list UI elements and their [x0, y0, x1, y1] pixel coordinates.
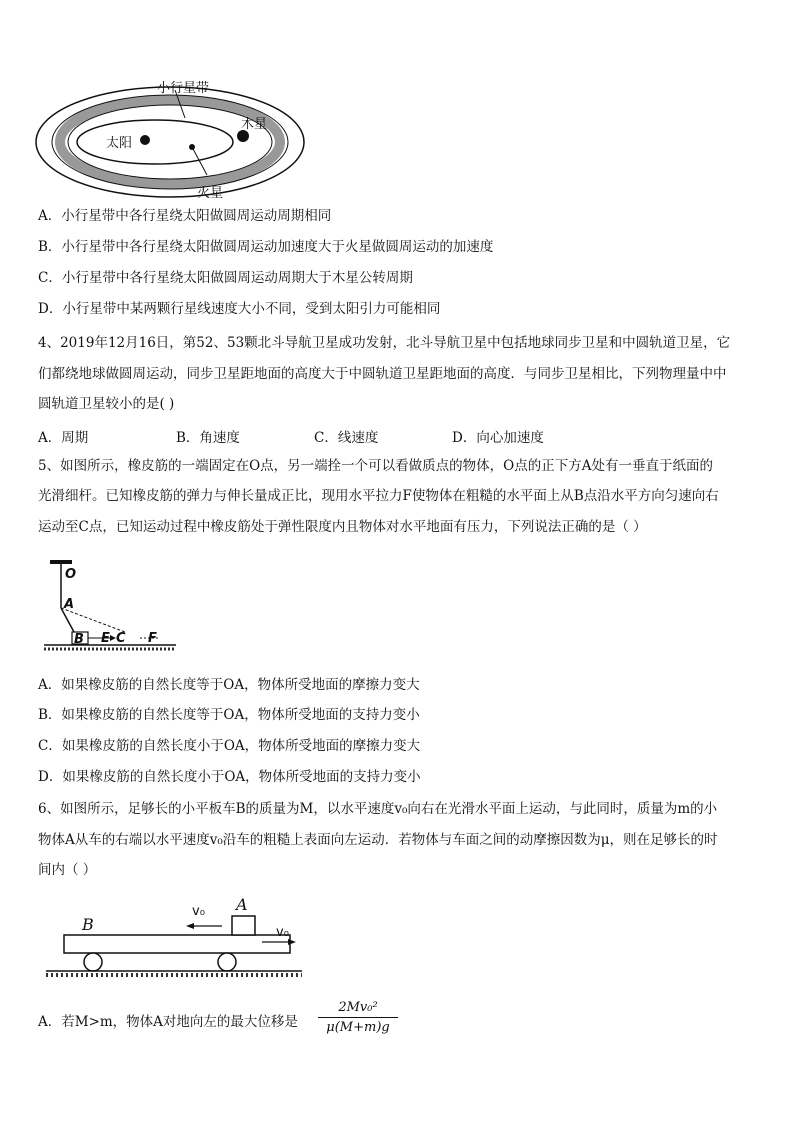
fraction-numerator: 2Mv₀²: [318, 1000, 398, 1018]
fig5-label-f: F: [148, 631, 157, 646]
q6-stem-line2: 物体A从车的右端以水平速度v₀沿车的粗糙上表面向左运动．若物体与车面之间的动摩擦因数为μ，则在足够长的时: [38, 832, 718, 848]
q4-stem-line3: 圆轨道卫星较小的是( ): [38, 396, 175, 412]
q6-stem-line3: 间内（ ）: [38, 862, 97, 878]
q5-stem-line3: 运动至C点，已知运动过程中橡皮筋处于弹性限度内且物体对水平地面有压力，下列说法正确的是（ ）: [38, 519, 647, 535]
q4-stem-line2: 们都绕地球做圆周运动，同步卫星距地面的高度大于中圆轨道卫星距地面的高度．与同步卫星相比，下列物理量中中: [38, 366, 727, 382]
fig5-label-c: C: [116, 631, 126, 646]
q4-option-c: C．线速度: [314, 430, 379, 446]
fig6-velocity-left: v₀: [192, 904, 205, 919]
sun-label: 太阳: [106, 136, 133, 151]
jupiter-label: 木星: [241, 117, 268, 132]
fig5-label-a: A: [64, 597, 75, 612]
cart-figure: [40, 895, 310, 990]
q3-option-a: A．小行星带中各行星绕太阳做圆周运动周期相同: [38, 208, 332, 224]
q3-option-c: C．小行星带中各行星绕太阳做圆周运动周期大于木星公转周期: [38, 270, 413, 286]
belt-label: 小行星带: [157, 81, 210, 96]
q3-option-b: B．小行星带中各行星绕太阳做圆周运动加速度大于火星做圆周运动的加速度: [38, 239, 494, 255]
sun-dot: [140, 135, 150, 145]
fig6-label-b: B: [82, 915, 94, 934]
q6-option-a: A．若M>m，物体A对地向左的最大位移是: [38, 1014, 298, 1030]
q4-option-a: A．周期: [38, 430, 89, 446]
q5-option-d: D．如果橡皮筋的自然长度小于OA，物体所受地面的支持力变小: [38, 769, 421, 785]
fig6-label-a: A: [236, 895, 248, 914]
rubber-band-figure: [40, 556, 180, 666]
fraction-denominator: μ(M+m)g: [326, 1020, 390, 1035]
q4-stem-line1: 4、2019年12月16日，第52、53颗北斗导航卫星成功发射，北斗导航卫星中包括地球同步卫星和中圆轨道卫星，它: [38, 335, 731, 351]
q5-stem-line1: 5、如图所示，橡皮筋的一端固定在O点，另一端拴一个可以看做质点的物体，O点的正下方A处有一垂直于纸面的: [38, 458, 713, 474]
q6-option-a-fraction: [318, 1000, 398, 1035]
mars-label: 火星: [197, 186, 224, 201]
q5-stem-line2: 光滑细杆。已知橡皮筋的弹力与伸长量成正比，现用水平拉力F使物体在粗糙的水平面上从B点沿水平方向匀速向右: [38, 488, 719, 504]
fig6-velocity-right: v₀: [276, 925, 289, 940]
q4-option-b: B．角速度: [176, 430, 240, 446]
q5-option-b: B．如果橡皮筋的自然长度等于OA，物体所受地面的支持力变小: [38, 707, 420, 723]
fig5-label-o: O: [65, 567, 77, 582]
q6-stem-line1: 6、如图所示，足够长的小平板车B的质量为M，以水平速度v₀向右在光滑水平面上运动，与此同时，质量为m的小: [38, 801, 718, 817]
fig5-label-b: B: [74, 632, 84, 647]
fig5-label-e: E: [101, 631, 110, 646]
q5-option-a: A．如果橡皮筋的自然长度等于OA，物体所受地面的摩擦力变大: [38, 677, 420, 693]
q4-option-d: D．向心加速度: [452, 430, 544, 446]
q3-option-d: D．小行星带中某两颗行星线速度大小不同，受到太阳引力可能相同: [38, 301, 441, 317]
q5-option-c: C．如果橡皮筋的自然长度小于OA，物体所受地面的摩擦力变大: [38, 738, 421, 754]
